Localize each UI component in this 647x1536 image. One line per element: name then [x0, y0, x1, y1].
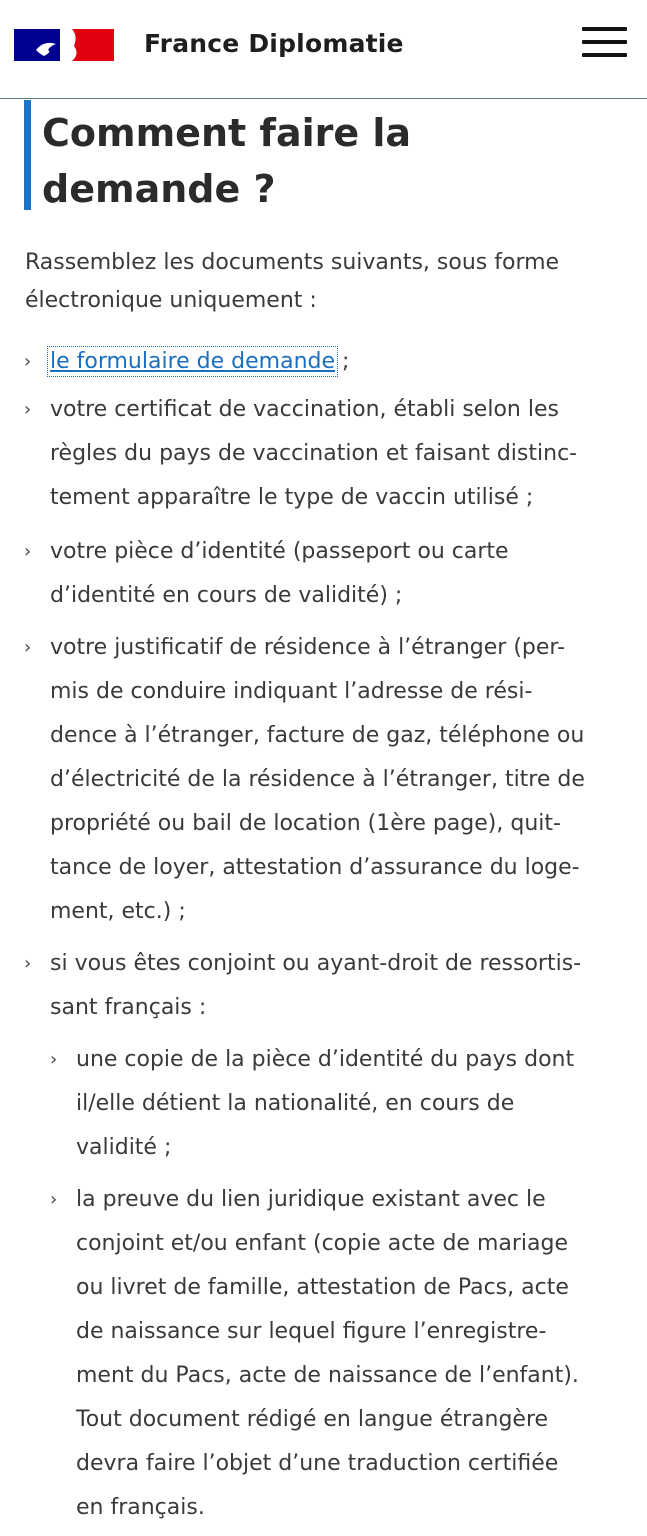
chevron-right-icon: ›	[24, 953, 32, 974]
hamburger-menu-icon[interactable]	[582, 25, 628, 59]
list-item-line: en français.	[76, 1495, 205, 1520]
chevron-right-icon: ›	[24, 541, 32, 562]
list-item-line: conjoint et/ou enfant (copie acte de mariage	[76, 1231, 569, 1256]
list-item-line: ou livret de famille, attestation de Pacs, acte	[76, 1275, 569, 1300]
list-item-line: Tout document rédigé en langue étrangère	[76, 1407, 549, 1432]
sub-list-item	[50, 1178, 636, 1530]
list-item-line: votre certificat de vaccination, établi selon les	[50, 397, 559, 422]
chevron-right-icon: ›	[24, 637, 32, 658]
intro-line: Rassemblez les documents suivants, sous forme	[25, 250, 560, 275]
marianne-logo-icon[interactable]	[14, 26, 114, 64]
list-item-line: une copie de la pièce d’identité du pays dont	[76, 1047, 575, 1072]
list-item	[24, 388, 630, 520]
application-form-link[interactable]: le formulaire de demande	[50, 349, 336, 374]
chevron-right-icon: ›	[50, 1189, 58, 1210]
page-title-line: demande ?	[42, 167, 276, 211]
list-item-line: de naissance sur lequel figure l’enregistre-	[76, 1319, 547, 1344]
list-item	[24, 340, 630, 384]
list-item-line: la preuve du lien juridique existant avec le	[76, 1187, 546, 1212]
list-item-line: mis de conduire indiquant l’adresse de rési-	[50, 679, 533, 704]
chevron-right-icon: ›	[24, 351, 32, 372]
list-item-line: sant français :	[50, 995, 207, 1020]
list-item-line: tance de loyer, attestation d’assurance du loge-	[50, 855, 580, 880]
list-item-line: dence à l’étranger, facture de gaz, téléphone ou	[50, 723, 585, 748]
intro-line: électronique uniquement :	[25, 288, 317, 313]
list-item-line: devra faire l’objet d’une traduction certifiée	[76, 1451, 559, 1476]
list-item-line: ment, etc.) ;	[50, 899, 186, 924]
chevron-right-icon: ›	[24, 399, 32, 420]
list-item	[24, 942, 630, 1030]
intro-text	[25, 244, 625, 320]
list-item-line: votre justificatif de résidence à l’étranger (per-	[50, 635, 566, 660]
list-item-line: tement apparaître le type de vaccin utilisé ;	[50, 485, 534, 510]
list-item-line: si vous êtes conjoint ou ayant-droit de ressortis-	[50, 951, 582, 976]
list-item	[24, 626, 630, 934]
list-item-line: validité ;	[76, 1135, 172, 1160]
list-item-line: règles du pays de vaccination et faisant distinc-	[50, 441, 578, 466]
site-header	[0, 0, 647, 99]
page-title-line: Comment faire la	[42, 111, 412, 155]
list-item-line: ment du Pacs, acte de naissance de l’enfant).	[76, 1363, 579, 1388]
list-item-line: il/elle détient la nationalité, en cours de	[76, 1091, 515, 1116]
list-item-line: propriété ou bail de location (1ère page), quit-	[50, 811, 561, 836]
list-item-line: d’identité en cours de validité) ;	[50, 583, 403, 608]
list-item-line: d’électricité de la résidence à l’étranger, titre de	[50, 767, 585, 792]
list-item-suffix: ;	[335, 349, 350, 374]
list-item	[24, 530, 630, 618]
heading-block	[24, 100, 624, 210]
site-title[interactable]: France Diplomatie	[144, 29, 404, 58]
sub-list-item	[50, 1038, 636, 1170]
chevron-right-icon: ›	[50, 1049, 58, 1070]
list-item-line: votre pièce d’identité (passeport ou carte	[50, 539, 509, 564]
page-title	[42, 105, 602, 217]
